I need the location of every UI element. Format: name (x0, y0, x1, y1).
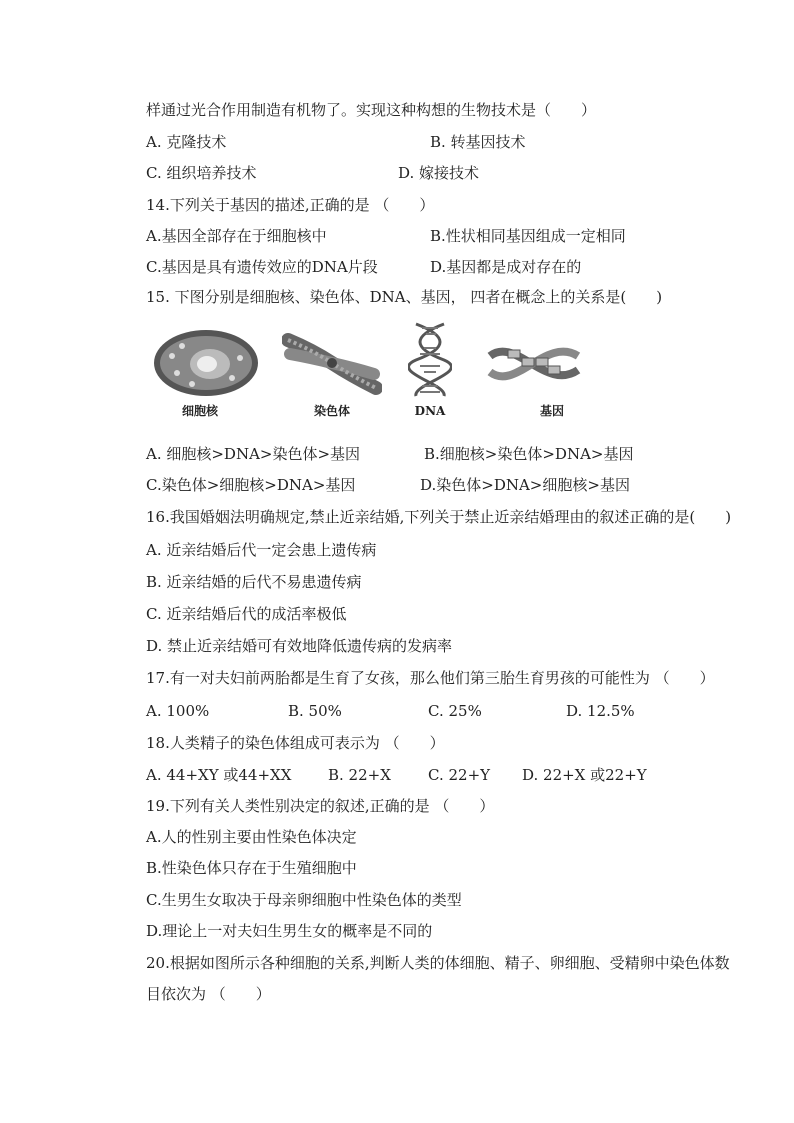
q18-option-a: A. 44+XY 或44+XX (146, 766, 292, 784)
figure-label-dna: DNA (414, 404, 446, 418)
q16-stem: 16.我国婚姻法明确规定,禁止近亲结婚,下列关于禁止近亲结婚理由的叙述正确的是( ) (146, 508, 732, 526)
q13-option-b: B. 转基因技术 (430, 133, 526, 151)
q15-option-d: D.染色体>DNA>细胞核>基因 (420, 476, 630, 494)
q19-stem: 19.下列有关人类性别决定的叙述,正确的是 （ ） (146, 797, 495, 815)
dna-image (408, 322, 452, 398)
q18-option-c: C. 22+Y (428, 766, 491, 784)
q17-option-c: C. 25% (428, 702, 482, 720)
chromosome-image (282, 330, 382, 396)
q15-option-c: C.染色体>细胞核>DNA>基因 (146, 476, 356, 494)
figure-label-nucleus: 细胞核 (181, 404, 218, 418)
q18-option-d: D. 22+X 或22+Y (522, 766, 647, 784)
q14-stem: 14.下列关于基因的描述,正确的是 （ ） (146, 196, 435, 214)
q14-option-d: D.基因都是成对存在的 (430, 258, 582, 276)
q15-option-a: A. 细胞核>DNA>染色体>基因 (146, 445, 361, 463)
q16-option-a: A. 近亲结婚后代一定会患上遗传病 (146, 541, 377, 559)
q20-stem-line1: 20.根据如图所示各种细胞的关系,判断人类的体细胞、精子、卵细胞、受精卵中染色体数 (146, 954, 730, 972)
q19-option-c: C.生男生女取决于母亲卵细胞中性染色体的类型 (146, 891, 462, 909)
figure-label-gene: 基因 (539, 404, 564, 418)
intro-line: 样通过光合作用制造有机物了。实现这种构想的生物技术是（ ） (146, 101, 597, 119)
q13-option-d: D. 嫁接技术 (398, 164, 480, 182)
q16-option-b: B. 近亲结婚的后代不易患遗传病 (146, 573, 362, 591)
q15-stem: 15. 下图分别是细胞核、染色体、DNA、基因， 四者在概念上的关系是( ) (146, 288, 663, 306)
q19-option-a: A.人的性别主要由性染色体决定 (146, 828, 357, 846)
q15-option-b: B.细胞核>染色体>DNA>基因 (424, 445, 634, 463)
q17-option-d: D. 12.5% (566, 702, 635, 720)
gene-image (486, 336, 582, 392)
q17-option-b: B. 50% (288, 702, 342, 720)
q16-option-d: D. 禁止近亲结婚可有效地降低遗传病的发病率 (146, 637, 453, 655)
q20-stem-line2: 目依次为 （ ） (146, 985, 271, 1003)
q19-option-b: B.性染色体只存在于生殖细胞中 (146, 859, 357, 877)
q18-option-b: B. 22+X (328, 766, 391, 784)
q14-option-a: A.基因全部存在于细胞核中 (146, 227, 327, 245)
q18-stem: 18.人类精子的染色体组成可表示为 （ ） (146, 734, 445, 752)
q17-stem: 17.有一对夫妇前两胎都是生育了女孩，那么他们第三胎生育男孩的可能性为 （ ） (146, 669, 715, 687)
q13-option-a: A. 克隆技术 (146, 133, 227, 151)
q19-option-d: D.理论上一对夫妇生男生女的概率是不同的 (146, 922, 433, 940)
q14-option-b: B.性状相同基因组成一定相同 (430, 227, 626, 245)
q16-option-c: C. 近亲结婚后代的成活率极低 (146, 605, 347, 623)
q14-option-c: C.基因是具有遗传效应的DNA片段 (146, 258, 378, 276)
figure-label-chromosome: 染色体 (313, 404, 350, 418)
q17-option-a: A. 100% (146, 702, 210, 720)
q13-option-c: C. 组织培养技术 (146, 164, 257, 182)
nucleus-image (152, 328, 260, 398)
